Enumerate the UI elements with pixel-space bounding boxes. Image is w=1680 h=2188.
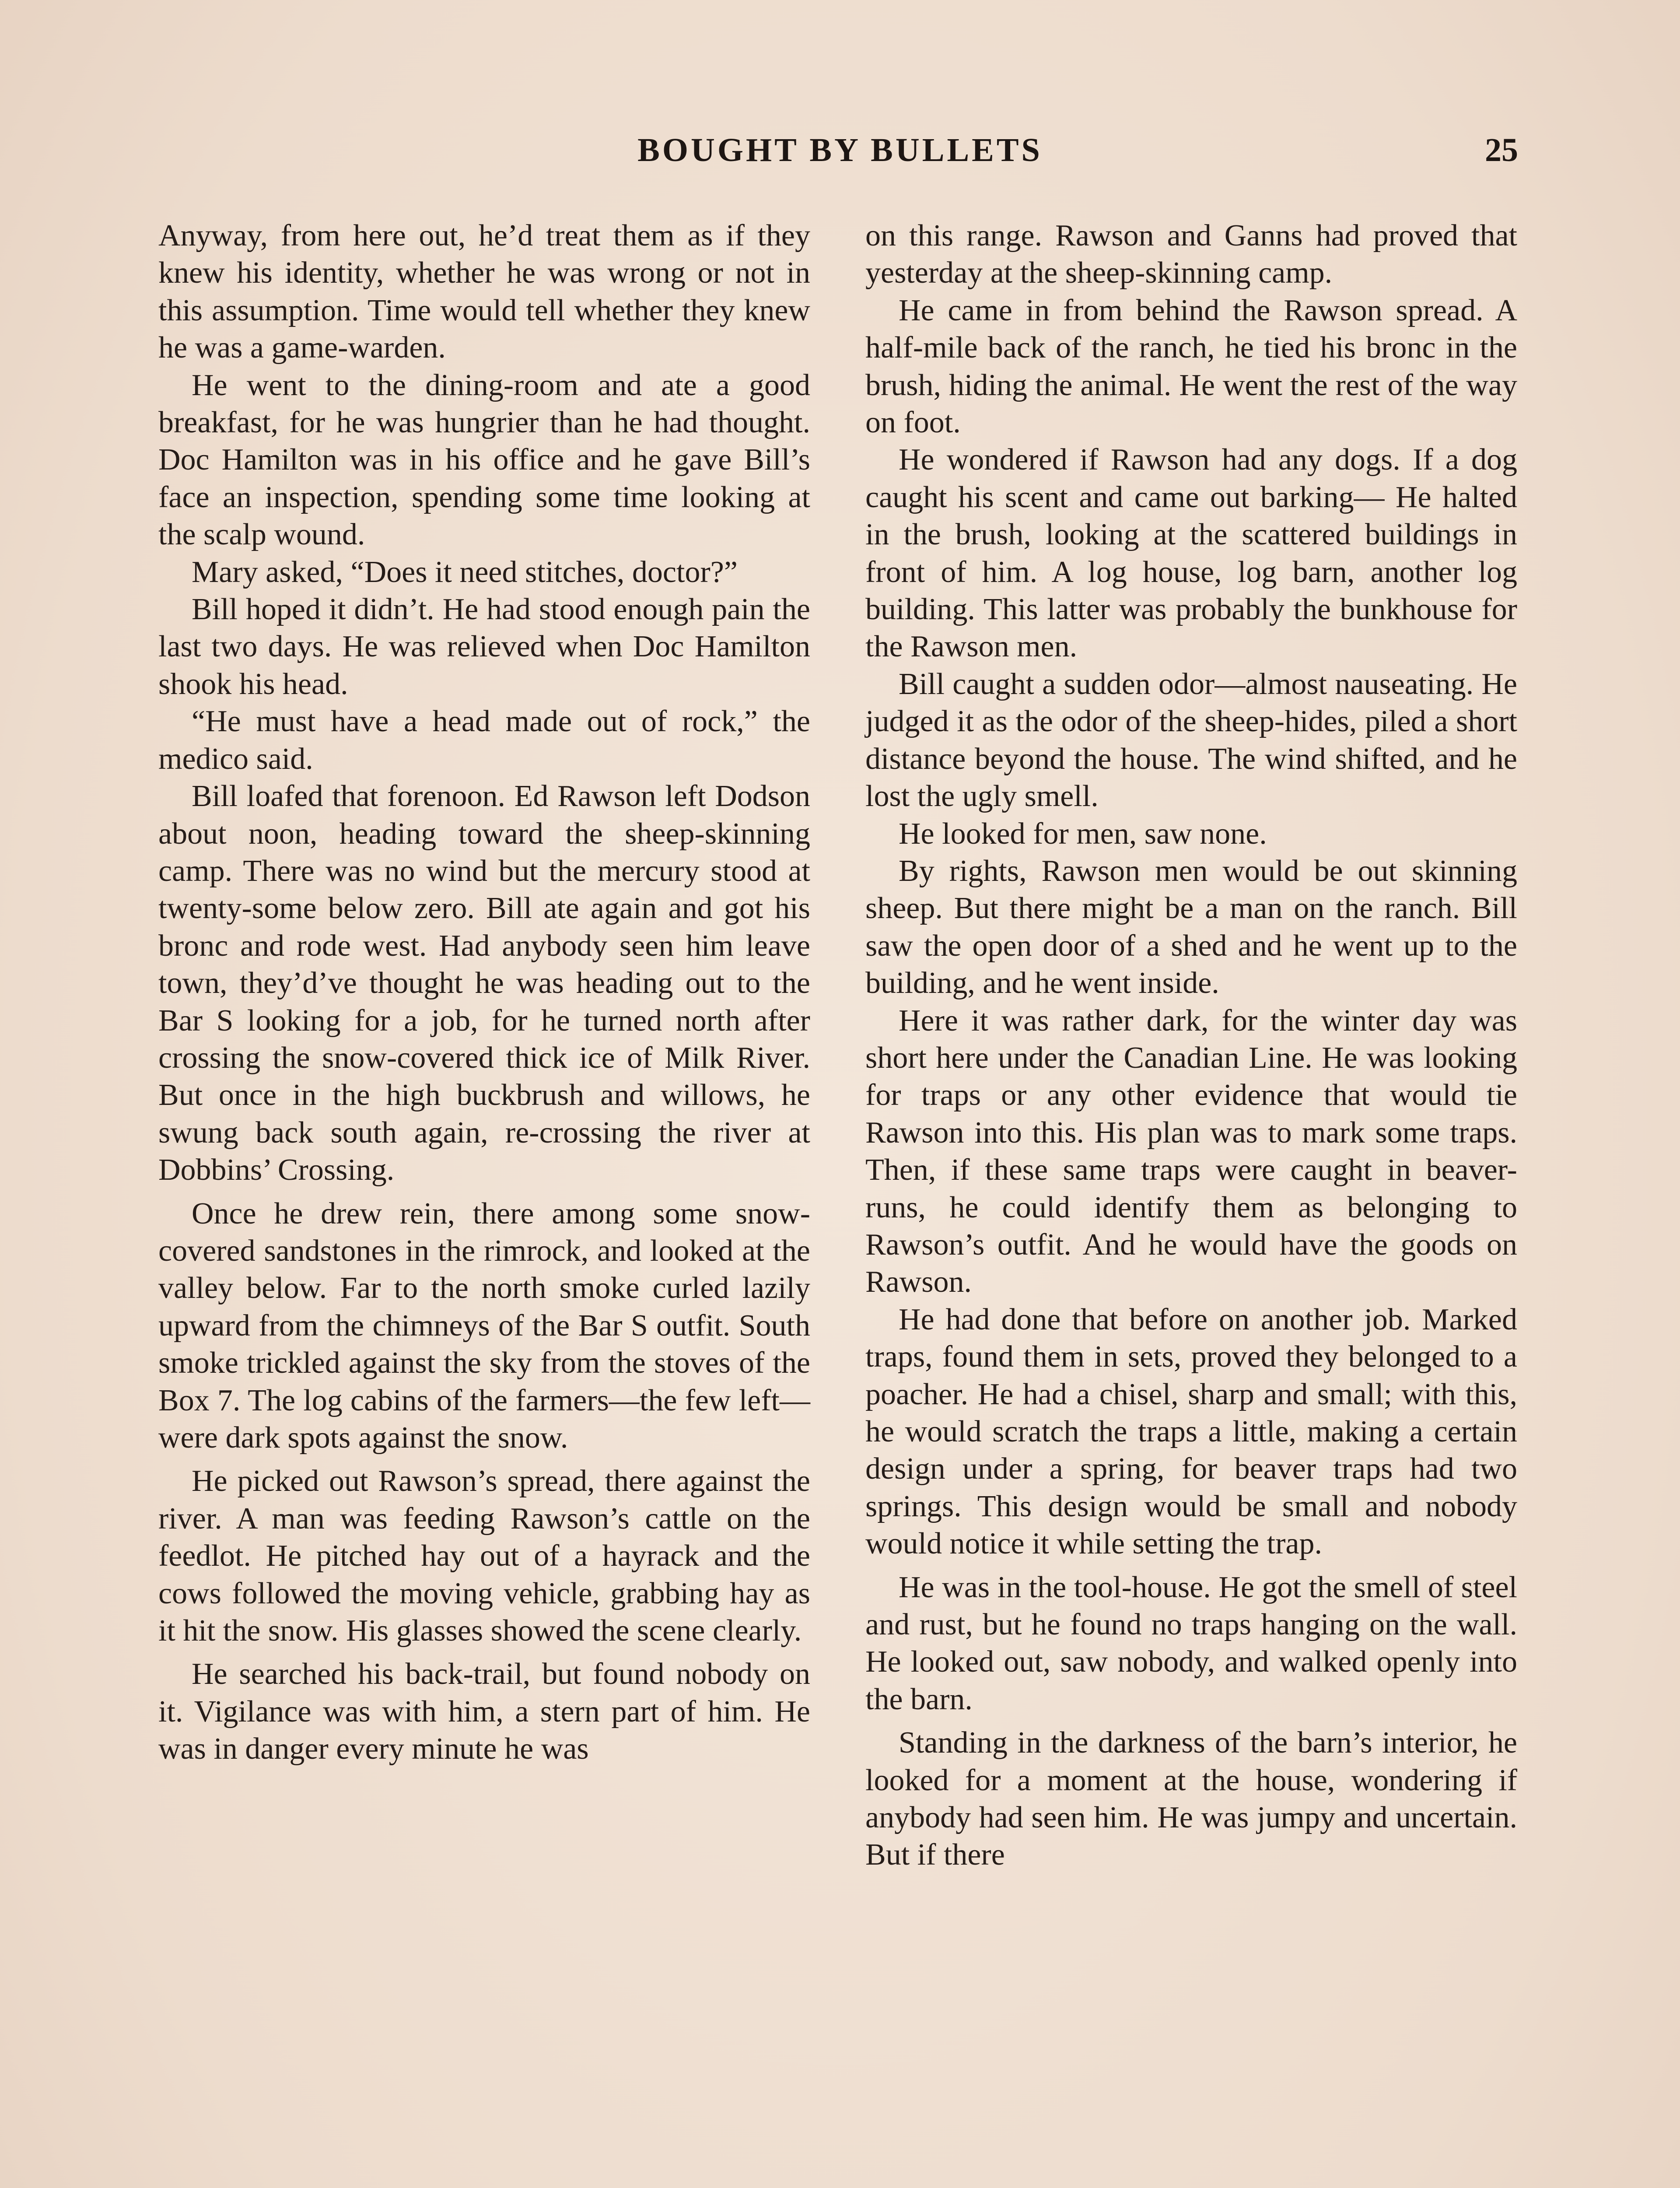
- paragraph: Bill caught a sudden odor—almost nauseating. He judged it as the odor of the sheep-hides, piled a short distance beyond the house. The wind shifted, and he lost the ugly smell.: [865, 667, 1517, 813]
- paragraph: He came in from behind the Rawson spread. A half-mile back of the ranch, he tied his bronc in the brush, hiding the animal. He went the rest of the way on foot.: [865, 293, 1517, 440]
- paragraph: Bill loafed that forenoon. Ed Rawson left Dodson about noon, heading toward the sheep-skinning camp. There was no wind but the mercury stood at twenty-some below zero. Bill ate again and got his bronc and rode west. Had anybody seen him leave town, they’d’ve thought he was heading out to the Bar S looking for a job, for he turned north after crossing the snow-covered thick ice of Milk River. But once in the high buckbrush and willows, he swung back south again, re-crossing the river at Dobbins’ Crossing.: [158, 779, 810, 1187]
- paragraph: Anyway, from here out, he’d treat them as if they knew his identity, whether he was wrong or not in this assumption. Time would tell whether they knew he was a game-warden.: [158, 219, 810, 365]
- paragraph: Here it was rather dark, for the winter day was short here under the Canadian Line. He was looking for traps or any other evidence that would tie Rawson into this. His plan was to mark some traps. Then, if these same traps were caught in beaver-runs, he could identify them as belonging to Rawson’s outfit. And he would have the goods on Rawson.: [865, 1003, 1517, 1299]
- paragraph: Mary asked, “Does it need stitches, doctor?”: [192, 555, 738, 589]
- left-column: [158, 217, 810, 1768]
- paragraph: He went to the dining-room and ate a good breakfast, for he was hungrier than he had thought. Doc Hamilton was in his office and he gave Bill’s face an inspection, spending some time looking at the scalp wound.: [158, 368, 810, 552]
- paragraph: “He must have a head made out of rock,” the medico said.: [158, 705, 810, 776]
- paragraph: He was in the tool-house. He got the smell of steel and rust, but he found no traps hanging on the wall. He looked out, saw nobody, and walked openly into the barn.: [865, 1570, 1517, 1716]
- right-column: [865, 217, 1517, 1874]
- paragraph: By rights, Rawson men would be out skinning sheep. But there might be a man on the ranch. Bill saw the open door of a shed and he went up to the building, and he went inside.: [865, 854, 1517, 1000]
- paragraph: He looked for men, saw none.: [899, 817, 1267, 851]
- paragraph: He searched his back-trail, but found nobody on it. Vigilance was with him, a stern part of him. He was in danger every minute he was: [158, 1657, 810, 1766]
- paragraph: on this range. Rawson and Ganns had proved that yesterday at the sheep-skinning camp.: [865, 219, 1517, 290]
- running-title: BOUGHT BY BULLETS: [637, 132, 1043, 168]
- page-header: [0, 127, 1680, 179]
- paragraph: He picked out Rawson’s spread, there against the river. A man was feeding Rawson’s cattle on the feedlot. He pitched hay out of a hayrack and the cows followed the moving vehicle, grabbing hay as it hit the snow. His glasses showed the scene clearly.: [158, 1464, 810, 1648]
- paragraph: Bill hoped it didn’t. He had stood enough pain the last two days. He was relieved when Doc Hamilton shook his head.: [158, 593, 810, 701]
- page-number: 25: [1485, 132, 1518, 168]
- paragraph: He wondered if Rawson had any dogs. If a dog caught his scent and came out barking— He halted in the brush, looking at the scattered buildings in front of him. A log house, log barn, another log building. This latter was probably the bunkhouse for the Rawson men.: [865, 443, 1517, 664]
- paragraph: He had done that before on another job. Marked traps, found them in sets, proved they belonged to a poacher. He had a chisel, sharp and small; with this, he would scratch the traps a little, making a certain design under a spring, for beaver traps had two springs. This design would be small and nobody would notice it while setting the trap.: [865, 1302, 1517, 1561]
- paragraph: Standing in the darkness of the barn’s interior, he looked for a moment at the house, wondering if anybody had seen him. He was jumpy and uncertain. But if there: [865, 1726, 1517, 1872]
- paragraph: Once he drew rein, there among some snow-covered sandstones in the rimrock, and looked at the valley below. Far to the north smoke curled lazily upward from the chimneys of the Bar S outfit. South smoke trickled against the sky from the stoves of the Box 7. The log cabins of the farmers—the few left—were dark spots against the snow.: [158, 1196, 810, 1455]
